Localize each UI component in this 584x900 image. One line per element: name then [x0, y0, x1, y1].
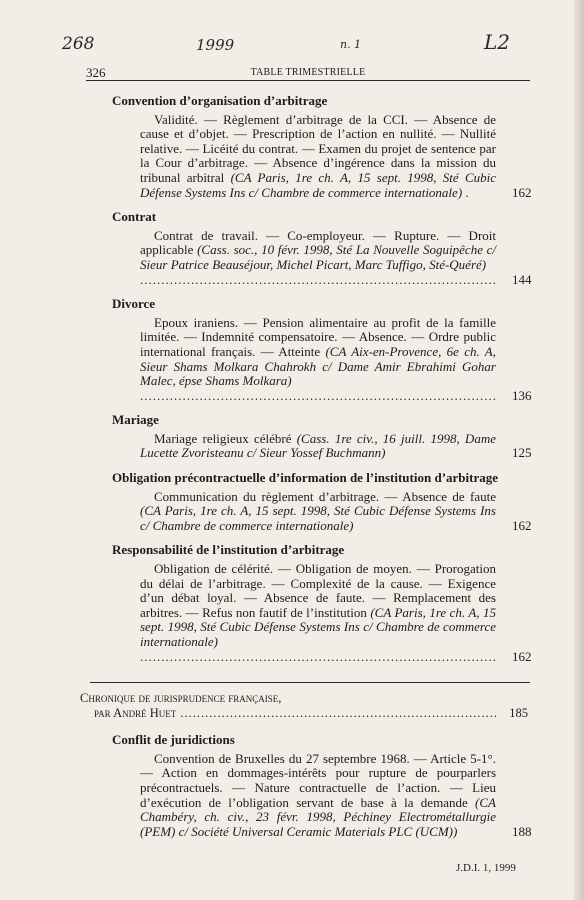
entry-page-number: 136 [498, 389, 528, 404]
journal-footer: J.D.I. 1, 1999 [456, 862, 516, 874]
entry-text: Mariage religieux célébré [154, 430, 297, 446]
entry-citation: (Cass. 1re civ., 16 juill. 1998, Dame Lucette Zvoristeanu c/ Sieur Yossef Buchmann) [140, 430, 496, 461]
section-title: Conflit de juridictions [112, 732, 235, 748]
entry-text: Convention de Bruxelles du 27 septembre 1968. — Article 5-1°. — Action en dommages-intérêts pour rupture de pourparlers précontractuels. — Nature contractuelle de l’action. — Lieu d’exécution de l’obligation servant de base à la demande [140, 750, 496, 810]
entry-page-number: 125 [498, 446, 528, 461]
entry-text: Contrat de travail. — Co-employeur. — Rupture. — Droit applicable [140, 227, 496, 258]
section-title: Responsabilité de l’institution d’arbitrage [112, 542, 345, 558]
table-content [80, 93, 532, 839]
section [112, 209, 532, 287]
handwritten-note-year: 1999 [196, 36, 235, 54]
entry-page-number: 188 [498, 825, 528, 840]
section [112, 93, 532, 200]
chronique-title: Chronique de jurisprudence française, [80, 691, 282, 706]
entry-page-number: 162 [498, 519, 528, 534]
leader-dots [140, 650, 496, 665]
entry-text: Validité. — Règlement d’arbitrage de la CCI. — Absence de cause et d’objet. — Prescription de l’action en nullité. — Nullité relative. — Licéité du contrat. — Examen du projet de sentence par la Cour d’arbitrage. — Absence d’ingérence dans la mission du tribunal arbitral [140, 111, 496, 185]
entry-citation: (CA Paris, 1re ch. A, 15 sept. 1998, Sté Cubic Défense Systems Ins c/ Chambre de commerce internationale) [140, 169, 497, 200]
section [112, 412, 532, 461]
index-entry [112, 227, 532, 287]
handwritten-note-page-ref: 268 [62, 34, 95, 54]
index-entry [112, 561, 532, 664]
page-number: 326 [86, 65, 106, 80]
section [112, 470, 532, 533]
section-title: Mariage [112, 412, 159, 428]
index-entry [112, 488, 532, 534]
section-title: Convention d’organisation d’arbitrage [112, 93, 328, 108]
entry-text: Epoux iraniens. — Pension alimentaire au profit de la famille limitée. — Indemnité compensatoire. — Absence. — Ordre public international français. — Atteinte [140, 314, 496, 359]
entry-text: Obligation de célérité. — Obligation de moyen. — Prorogation du délai de l’arbitrage. — Complexité de la cause. — Exigence d’un débat loyal. — Absence de faute. — Remplacement des arbitres. — Refus non fautif de l’institution [140, 561, 496, 620]
entry-citation: (CA Paris, 1re ch. A, 15 sept. 1998, Sté Cubic Défense Systems Ins c/ Chambre de commerce internationale) [140, 503, 496, 533]
chronique-author-text: par André Huet [94, 706, 177, 721]
index-entry [112, 750, 532, 840]
section-title: Contrat [112, 209, 157, 225]
handwritten-note-code: L2 [484, 30, 511, 54]
leader-dots [140, 389, 496, 404]
entry-citation: (CA Paris, 1re ch. A, 15 sept. 1998, Sté Cubic Défense Systems Ins c/ Chambre de commerce internationale) [140, 604, 497, 649]
section-title: Obligation précontractuelle d’information de l’institution d’arbitrage [112, 470, 499, 486]
page-header [86, 64, 530, 81]
section-divider [90, 682, 530, 683]
chronique-author [80, 706, 496, 721]
handwritten-note-issue: n. 1 [340, 38, 362, 51]
entry-tail: . [462, 184, 469, 200]
running-title: TABLE TRIMESTRIELLE [250, 67, 366, 78]
page-edge-shadow [574, 0, 584, 900]
entry-page-number: 144 [498, 273, 528, 288]
section [112, 296, 532, 403]
chronique-entry [80, 691, 528, 721]
entry-citation: (CA Chambéry, ch. civ., 23 févr. 1998, Péchiney Electrométallurgie (PEM) c/ Société Universal Ceramic Materials PLC (UCM)) [140, 794, 496, 839]
entry-citation: (Cass. soc., 10 févr. 1998, Sté La Nouvelle Soguipêche c/ Sieur Patrice Beauséjour, Michel Picart, Marc Tuffigo, Sté-Quéré) [140, 242, 497, 272]
chronique-page-number: 185 [498, 706, 528, 721]
section [112, 732, 532, 839]
section-title: Divorce [112, 296, 156, 312]
index-entry [112, 111, 532, 201]
entry-citation: (CA Aix-en-Provence, 6e ch. A, Sieur Shams Molkara Chahrokh c/ Dame Amir Ebrahimi Gohar Malec, épse Shams Molkara) [140, 343, 496, 389]
entry-page-number: 162 [498, 186, 528, 201]
entry-page-number: 162 [498, 650, 528, 665]
index-entry [112, 314, 532, 404]
section [112, 542, 532, 664]
entry-text: Communication du règlement d’arbitrage. — Absence de faute [154, 488, 496, 504]
index-entry [112, 430, 532, 461]
leader-dots [140, 273, 496, 288]
